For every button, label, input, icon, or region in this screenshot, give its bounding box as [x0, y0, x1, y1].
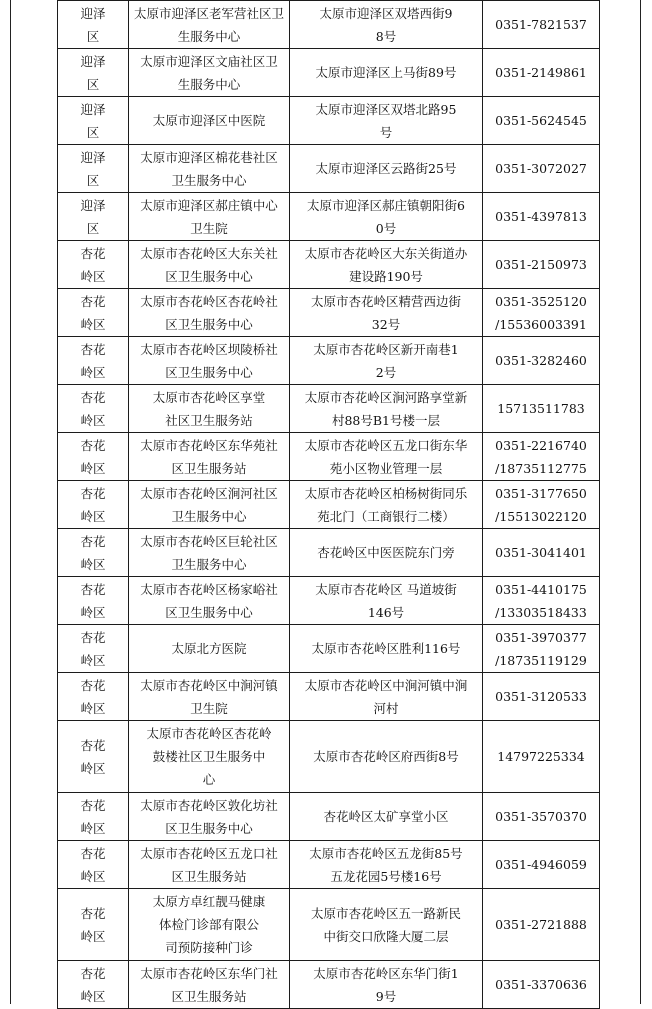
cell-line: 迎泽 — [80, 53, 106, 69]
cell-line: 岭区 — [80, 316, 106, 332]
cell-line: 区卫生服务站 — [171, 868, 247, 884]
table-row — [58, 1, 600, 49]
cell-line: 迎泽 — [80, 5, 106, 21]
page-border-right — [640, 0, 641, 1004]
cell-line: 苑小区物业管理一层 — [329, 460, 443, 476]
site-name-cell — [129, 433, 290, 481]
cell-line: 0号 — [375, 220, 397, 236]
cell-line: 迎泽 — [80, 197, 106, 213]
cell-line: 体检门诊部有限公 — [158, 917, 259, 932]
address-cell — [290, 433, 483, 481]
vaccination-site-table — [57, 0, 600, 1009]
cell-line: 太原市杏花岭区大东关街道办 — [304, 245, 468, 261]
district-cell — [58, 961, 129, 1009]
cell-line: 0351-2150973 — [495, 257, 587, 272]
cell-line: 太原市迎泽区文庙社区卫 — [140, 53, 278, 69]
cell-line: 岭区 — [80, 928, 106, 944]
cell-line: 司预防接种门诊 — [165, 940, 253, 955]
district-cell — [58, 625, 129, 673]
cell-line: 0351-3525120 — [495, 293, 587, 309]
cell-line: 0351-4410175 — [495, 581, 587, 597]
district-cell — [58, 529, 129, 577]
cell-line: 区卫生服务中心 — [165, 604, 253, 620]
phone-cell — [483, 1, 600, 49]
table-row — [58, 385, 600, 433]
table-row — [58, 241, 600, 289]
phone-cell — [483, 889, 600, 961]
address-cell — [290, 481, 483, 529]
site-name-cell — [129, 241, 290, 289]
cell-line: 卫生院 — [190, 700, 228, 716]
cell-line: 太原北方医院 — [171, 641, 247, 656]
address-cell — [290, 625, 483, 673]
table-row — [58, 529, 600, 577]
cell-line: 岭区 — [80, 700, 106, 716]
site-name-cell — [129, 97, 290, 145]
cell-line: 太原市杏花岭区中涧河镇 — [140, 677, 278, 693]
cell-line: 杏花 — [80, 341, 106, 357]
site-name-cell — [129, 193, 290, 241]
cell-line: /18735112775 — [495, 460, 587, 476]
cell-line: 河村 — [373, 700, 399, 716]
cell-line: 区卫生服务中心 — [165, 268, 253, 284]
cell-line: 0351-3072027 — [495, 161, 587, 176]
phone-cell — [483, 193, 600, 241]
cell-line: 区 — [86, 76, 100, 92]
phone-cell — [483, 481, 600, 529]
phone-cell — [483, 289, 600, 337]
cell-line: 杏花 — [80, 677, 106, 693]
cell-line: 杏花 — [80, 965, 106, 981]
cell-line: 太原市杏花岭区胜利116号 — [311, 641, 461, 656]
table-row — [58, 97, 600, 145]
site-name-cell — [129, 793, 290, 841]
district-cell — [58, 145, 129, 193]
cell-line: /13303518433 — [495, 604, 587, 620]
cell-line: 鼓楼社区卫生服务中 — [152, 749, 266, 764]
cell-line: 太原市杏花岭区五龙口街东华 — [304, 437, 468, 453]
address-cell — [290, 721, 483, 793]
cell-line: 区卫生服务中心 — [165, 364, 253, 380]
cell-line: 太原市杏花岭区东华苑社 — [140, 437, 278, 453]
cell-line: 岭区 — [80, 412, 106, 428]
cell-line: 建设路190号 — [349, 268, 423, 284]
phone-cell — [483, 625, 600, 673]
address-cell — [290, 337, 483, 385]
address-cell — [290, 49, 483, 97]
cell-line: 村88号B1号楼一层 — [331, 412, 441, 428]
cell-line: 杏花 — [80, 437, 106, 453]
district-cell — [58, 793, 129, 841]
cell-line: 生服务中心 — [177, 28, 241, 44]
site-name-cell — [129, 1, 290, 49]
cell-line: 杏花岭区中医医院东门旁 — [317, 545, 455, 560]
site-name-cell — [129, 961, 290, 1009]
table-row — [58, 721, 600, 793]
phone-cell — [483, 841, 600, 889]
district-cell — [58, 289, 129, 337]
cell-line: 岭区 — [80, 760, 106, 776]
site-name-cell — [129, 625, 290, 673]
cell-line: 岭区 — [80, 268, 106, 284]
cell-line: 岭区 — [80, 556, 106, 572]
site-name-cell — [129, 337, 290, 385]
cell-line: 岭区 — [80, 508, 106, 524]
address-cell — [290, 145, 483, 193]
table-row — [58, 193, 600, 241]
cell-line: 太原市迎泽区老军营社区卫 — [133, 5, 284, 21]
cell-line: 太原市迎泽区郝庄镇朝阳街6 — [307, 197, 465, 213]
cell-line: 杏花 — [80, 629, 106, 645]
cell-line: 14797225334 — [497, 749, 585, 764]
district-cell — [58, 337, 129, 385]
cell-line: 0351-3177650 — [495, 485, 587, 501]
site-name-cell — [129, 841, 290, 889]
cell-line: 中街交口欣隆大厦二层 — [323, 928, 449, 944]
cell-line: 太原市杏花岭区五龙街85号 — [309, 845, 463, 861]
site-name-cell — [129, 889, 290, 961]
cell-line: 太原市迎泽区上马街89号 — [315, 65, 457, 80]
cell-line: 迎泽 — [80, 149, 106, 165]
cell-line: 太原市杏花岭区东华门街1 — [313, 965, 459, 981]
cell-line: 岭区 — [80, 820, 106, 836]
cell-line: 0351-3120533 — [495, 689, 587, 704]
cell-line: 太原市迎泽区中医院 — [152, 113, 266, 128]
cell-line: 杏花 — [80, 485, 106, 501]
table-row — [58, 841, 600, 889]
cell-line: 杏花 — [80, 389, 106, 405]
cell-line: 区 — [86, 28, 100, 44]
table-row — [58, 289, 600, 337]
cell-line: 太原市迎泽区双塔北路95 — [315, 101, 457, 117]
cell-line: 岭区 — [80, 652, 106, 668]
district-cell — [58, 577, 129, 625]
district-cell — [58, 193, 129, 241]
cell-line: 杏花 — [80, 581, 106, 597]
cell-line: 区卫生服务中心 — [165, 820, 253, 836]
table-row — [58, 961, 600, 1009]
table-body — [58, 1, 600, 1009]
cell-line: 苑北门（工商银行二楼） — [317, 508, 455, 524]
table-row — [58, 625, 600, 673]
address-cell — [290, 385, 483, 433]
cell-line: 岭区 — [80, 988, 106, 1004]
site-name-cell — [129, 481, 290, 529]
cell-line: 太原市杏花岭区中涧河镇中涧 — [304, 677, 468, 693]
cell-line: 0351-4946059 — [495, 857, 587, 872]
site-name-cell — [129, 721, 290, 793]
district-cell — [58, 1, 129, 49]
cell-line: 岭区 — [80, 868, 106, 884]
cell-line: 太原市杏花岭区府西街8号 — [313, 749, 459, 764]
cell-line: 号 — [379, 124, 393, 140]
address-cell — [290, 529, 483, 577]
cell-line: 卫生服务中心 — [171, 172, 247, 188]
phone-cell — [483, 385, 600, 433]
cell-line: 太原市杏花岭区五一路新民 — [310, 905, 461, 921]
cell-line: 太原市杏花岭区柏杨树街同乐 — [304, 485, 468, 501]
district-cell — [58, 721, 129, 793]
cell-line: 太原市杏花岭区杨家峪社 — [140, 581, 278, 597]
cell-line: /15536003391 — [495, 316, 587, 332]
table-row — [58, 481, 600, 529]
cell-line: 9号 — [375, 988, 397, 1004]
phone-cell — [483, 337, 600, 385]
cell-line: 0351-3041401 — [495, 545, 587, 560]
address-cell — [290, 961, 483, 1009]
cell-line: 0351-3370636 — [495, 977, 587, 992]
cell-line: 太原市杏花岭区东华门社 — [140, 965, 278, 981]
cell-line: 卫生服务中心 — [171, 508, 247, 524]
cell-line: 杏花 — [80, 293, 106, 309]
cell-line: 太原市杏花岭区享堂 — [152, 389, 266, 405]
address-cell — [290, 793, 483, 841]
cell-line: 岭区 — [80, 364, 106, 380]
cell-line: 区卫生服务站 — [171, 988, 247, 1004]
cell-line: 太原市杏花岭区杏花岭 — [146, 726, 272, 741]
cell-line: 五龙花园5号楼16号 — [330, 868, 442, 884]
cell-line: 杏花 — [80, 533, 106, 549]
cell-line: 2号 — [375, 364, 397, 380]
cell-line: 社区卫生服务站 — [165, 412, 253, 428]
site-name-cell — [129, 673, 290, 721]
cell-line: 岭区 — [80, 460, 106, 476]
table-row — [58, 577, 600, 625]
address-cell — [290, 841, 483, 889]
district-cell — [58, 49, 129, 97]
phone-cell — [483, 577, 600, 625]
address-cell — [290, 889, 483, 961]
cell-line: 太原市杏花岭区大东关社 — [140, 245, 278, 261]
cell-line: 太原市杏花岭区涧河社区 — [140, 485, 278, 501]
phone-cell — [483, 145, 600, 193]
cell-line: 0351-7821537 — [495, 17, 587, 32]
district-cell — [58, 97, 129, 145]
address-cell — [290, 1, 483, 49]
site-name-cell — [129, 289, 290, 337]
cell-line: 区 — [86, 124, 100, 140]
district-cell — [58, 241, 129, 289]
district-cell — [58, 841, 129, 889]
address-cell — [290, 241, 483, 289]
phone-cell — [483, 673, 600, 721]
cell-line: 0351-3970377 — [495, 629, 587, 645]
cell-line: 区卫生服务站 — [171, 460, 247, 476]
site-name-cell — [129, 577, 290, 625]
cell-line: 太原市杏花岭区新开南巷1 — [313, 341, 459, 357]
table-row — [58, 49, 600, 97]
cell-line: 杏花 — [80, 737, 106, 753]
cell-line: 区卫生服务中心 — [165, 316, 253, 332]
cell-line: 杏花 — [80, 845, 106, 861]
phone-cell — [483, 961, 600, 1009]
cell-line: 生服务中心 — [177, 76, 241, 92]
phone-cell — [483, 97, 600, 145]
table-row — [58, 673, 600, 721]
cell-line: 146号 — [367, 604, 405, 620]
address-cell — [290, 673, 483, 721]
page-border-left — [10, 0, 11, 1004]
phone-cell — [483, 433, 600, 481]
phone-cell — [483, 529, 600, 577]
table-row — [58, 337, 600, 385]
cell-line: 0351-3282460 — [495, 353, 587, 368]
cell-line: 杏花 — [80, 797, 106, 813]
cell-line: 太原市迎泽区棉花巷社区 — [140, 149, 278, 165]
cell-line: 0351-5624545 — [495, 113, 587, 128]
site-name-cell — [129, 49, 290, 97]
cell-line: 0351-2149861 — [495, 65, 587, 80]
cell-line: 太原市迎泽区云路街25号 — [315, 161, 457, 176]
cell-line: 卫生服务中心 — [171, 556, 247, 572]
cell-line: 太原市杏花岭区涧河路享堂新 — [304, 389, 468, 405]
district-cell — [58, 385, 129, 433]
cell-line: 8号 — [375, 28, 397, 44]
table-row — [58, 433, 600, 481]
cell-line: 迎泽 — [80, 101, 106, 117]
site-name-cell — [129, 529, 290, 577]
cell-line: 区 — [86, 220, 100, 236]
address-cell — [290, 97, 483, 145]
cell-line: 太原方卓红靓马健康 — [152, 894, 266, 909]
cell-line: 卫生院 — [190, 220, 228, 236]
cell-line: 0351-3570370 — [495, 809, 587, 824]
cell-line: /18735119129 — [495, 652, 587, 668]
cell-line: 太原市杏花岭区敦化坊社 — [140, 797, 278, 813]
cell-line: 0351-2721888 — [495, 917, 587, 932]
site-name-cell — [129, 145, 290, 193]
site-name-cell — [129, 385, 290, 433]
cell-line: 太原市杏花岭区五龙口社 — [140, 845, 278, 861]
cell-line: 杏花 — [80, 245, 106, 261]
cell-line: 太原市杏花岭区杏花岭社 — [140, 293, 278, 309]
district-cell — [58, 889, 129, 961]
cell-line: 0351-4397813 — [495, 209, 587, 224]
cell-line: 0351-2216740 — [495, 437, 587, 453]
cell-line: 心 — [202, 772, 216, 787]
address-cell — [290, 289, 483, 337]
cell-line: 太原市杏花岭区坝陵桥社 — [140, 341, 278, 357]
address-cell — [290, 193, 483, 241]
cell-line: 杏花 — [80, 905, 106, 921]
cell-line: 太原市迎泽区双塔西街9 — [319, 5, 453, 21]
phone-cell — [483, 721, 600, 793]
phone-cell — [483, 793, 600, 841]
district-cell — [58, 481, 129, 529]
table-row — [58, 889, 600, 961]
cell-line: 32号 — [371, 316, 401, 332]
district-cell — [58, 673, 129, 721]
cell-line: 15713511783 — [497, 401, 585, 416]
cell-line: 岭区 — [80, 604, 106, 620]
cell-line: 太原市杏花岭区巨轮社区 — [140, 533, 278, 549]
cell-line: 太原市杏花岭区精营西边街 — [310, 293, 461, 309]
table-row — [58, 793, 600, 841]
cell-line: 太原市杏花岭区 马道坡街 — [315, 581, 457, 597]
phone-cell — [483, 49, 600, 97]
table-row — [58, 145, 600, 193]
district-cell — [58, 433, 129, 481]
cell-line: /15513022120 — [495, 508, 587, 524]
cell-line: 杏花岭区太矿享堂小区 — [323, 809, 449, 824]
phone-cell — [483, 241, 600, 289]
cell-line: 太原市迎泽区郝庄镇中心 — [140, 197, 278, 213]
cell-line: 区 — [86, 172, 100, 188]
address-cell — [290, 577, 483, 625]
